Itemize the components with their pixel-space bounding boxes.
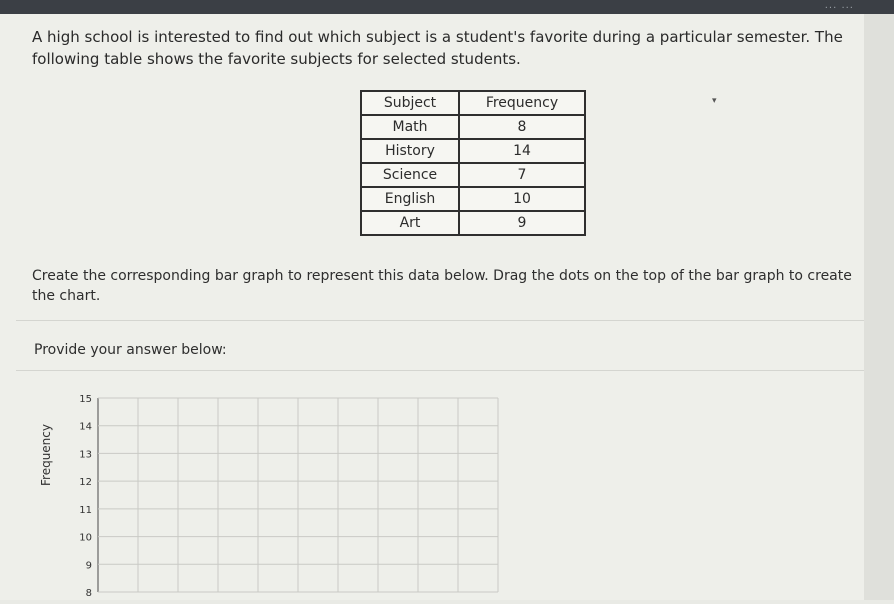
- table-header-frequency: Frequency: [459, 91, 585, 115]
- y-tick-label: 14: [79, 421, 92, 433]
- table-cell-frequency: 8: [459, 115, 585, 139]
- bar-graph-area[interactable]: [20, 386, 510, 600]
- y-tick-label: 10: [79, 532, 92, 544]
- divider: [16, 370, 866, 371]
- table-row: [361, 187, 585, 211]
- table-header-subject: Subject: [361, 91, 459, 115]
- table-cell-frequency: 14: [459, 139, 585, 163]
- top-bar-text: ... ...: [824, 0, 854, 11]
- table-row: [361, 115, 585, 139]
- top-bar: [0, 0, 894, 14]
- y-tick-label: 13: [79, 449, 92, 461]
- table-cell-subject: Science: [361, 163, 459, 187]
- table-row: [361, 139, 585, 163]
- y-tick-label: 9: [85, 560, 92, 572]
- bar-graph-svg[interactable]: [20, 386, 510, 600]
- table-cell-subject: History: [361, 139, 459, 163]
- divider: [16, 320, 866, 321]
- scrollbar-area[interactable]: [864, 14, 894, 600]
- y-axis-label: Frequency: [39, 424, 53, 486]
- table-cell-frequency: 10: [459, 187, 585, 211]
- y-tick-label: 12: [79, 477, 92, 489]
- table-header-row: [361, 91, 585, 115]
- y-tick-label: 8: [85, 588, 92, 599]
- table-cell-subject: Art: [361, 211, 459, 235]
- answer-label: Provide your answer below:: [34, 342, 227, 358]
- y-tick-label: 15: [79, 394, 92, 405]
- frequency-table: [360, 90, 586, 236]
- table-cell-frequency: 9: [459, 211, 585, 235]
- y-tick-labels: [79, 394, 92, 599]
- table-row: [361, 211, 585, 235]
- small-arrow-icon: ▾: [712, 96, 717, 106]
- instructions-text: Create the corresponding bar graph to represent this data below. Drag the dots on the top of the bar graph to create the chart.: [32, 268, 852, 304]
- question-text: A high school is interested to find out which subject is a student's favorite during a particular semester. The following table shows the favorite subjects for selected students.: [32, 28, 843, 68]
- table-row: [361, 163, 585, 187]
- table-cell-subject: Math: [361, 115, 459, 139]
- y-tick-label: 11: [79, 504, 92, 516]
- table-cell-subject: English: [361, 187, 459, 211]
- grid-lines: [98, 398, 498, 592]
- table-cell-frequency: 7: [459, 163, 585, 187]
